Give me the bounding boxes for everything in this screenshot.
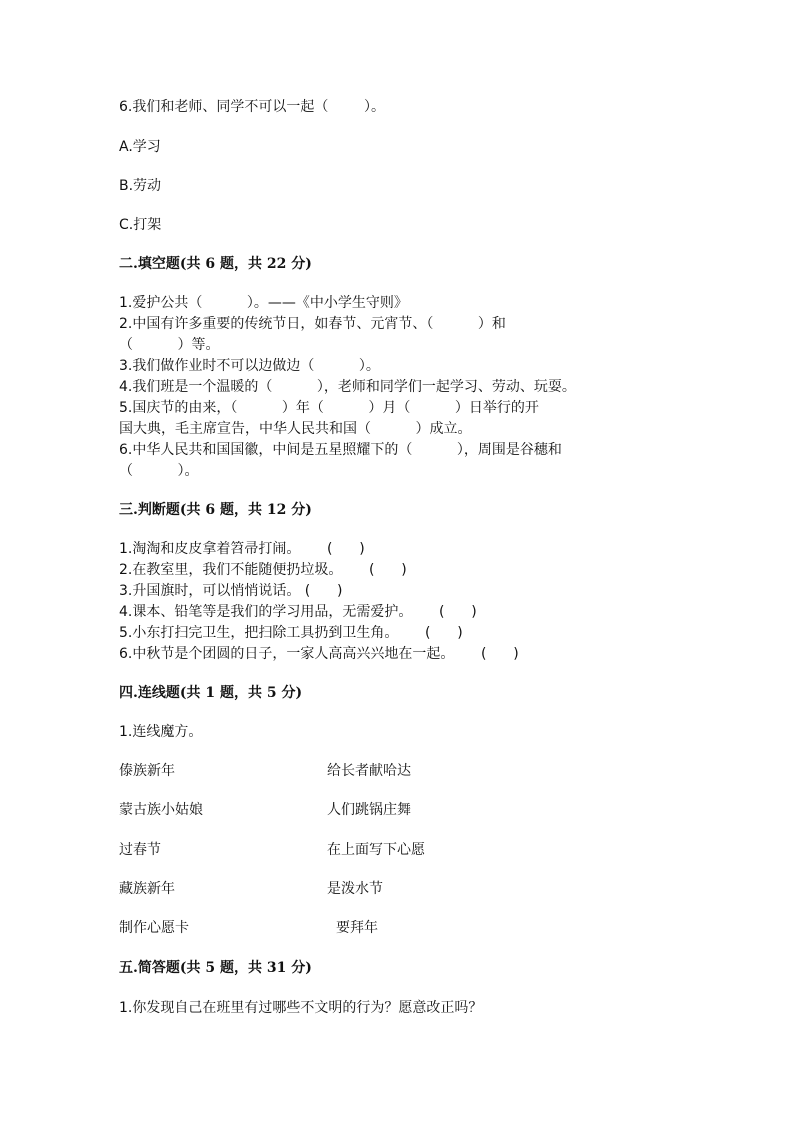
matching-right-2: 人们跳锅庄舞 bbox=[327, 802, 411, 818]
fill-line-2: 2.中国有许多重要的传统节日，如春节、元宵节、（ ）和 bbox=[119, 316, 506, 332]
section-3-heading: 三.判断题(共 6 题，共 12 分) bbox=[119, 502, 312, 518]
matching-left-5: 制作心愿卡 bbox=[119, 920, 189, 936]
fill-line-6-cont: （ ）。 bbox=[119, 463, 199, 479]
fill-line-2-cont: （ ）等。 bbox=[119, 337, 220, 353]
judge-line-4: 4.课本、铅笔等是我们的学习用品，无需爱护。 ( ) bbox=[119, 604, 477, 620]
question-6-stem: 6.我们和老师、同学不可以一起（ ）。 bbox=[119, 99, 385, 115]
matching-question: 1.连线魔方。 bbox=[119, 724, 203, 740]
judge-line-3: 3.升国旗时，可以悄悄说话。 ( ) bbox=[119, 583, 343, 599]
option-a: A.学习 bbox=[119, 139, 161, 155]
section-5-heading: 五.简答题(共 5 题，共 31 分) bbox=[119, 960, 312, 976]
fill-line-1: 1.爱护公共（ ）。——《中小学生守则》 bbox=[119, 295, 408, 311]
matching-left-3: 过春节 bbox=[119, 842, 161, 858]
short-answer-question-1: 1.你发现自己在班里有过哪些不文明的行为？愿意改正吗？ bbox=[119, 1000, 483, 1016]
matching-right-4: 是泼水节 bbox=[327, 881, 383, 897]
judge-line-2: 2.在教室里，我们不能随便扔垃圾。 ( ) bbox=[119, 562, 407, 578]
fill-line-6: 6.中华人民共和国国徽，中间是五星照耀下的（ ），周围是谷穗和 bbox=[119, 442, 562, 458]
judge-line-5: 5.小东打扫完卫生，把扫除工具扔到卫生角。 ( ) bbox=[119, 625, 463, 641]
matching-right-3: 在上面写下心愿 bbox=[327, 842, 425, 858]
fill-line-4: 4.我们班是一个温暖的（ ），老师和同学们一起学习、劳动、玩耍。 bbox=[119, 379, 576, 395]
option-b: B.劳动 bbox=[119, 178, 162, 194]
matching-right-5: 要拜年 bbox=[336, 920, 378, 936]
matching-left-4: 藏族新年 bbox=[119, 881, 175, 897]
matching-left-2: 蒙古族小姑娘 bbox=[119, 802, 203, 818]
fill-line-3: 3.我们做作业时不可以边做边（ ）。 bbox=[119, 358, 380, 374]
judge-line-6: 6.中秋节是个团圆的日子，一家人高高兴兴地在一起。 ( ) bbox=[119, 646, 519, 662]
matching-right-1: 给长者献哈达 bbox=[327, 763, 411, 779]
section-4-heading: 四.连线题(共 1 题，共 5 分) bbox=[119, 685, 303, 701]
judge-line-1: 1.淘淘和皮皮拿着笤帚打闹。 ( ) bbox=[119, 541, 365, 557]
fill-line-5: 5.国庆节的由来，（ ）年（ ）月（ ）日举行的开 bbox=[119, 400, 539, 416]
fill-line-5-cont: 国大典，毛主席宣告，中华人民共和国（ ）成立。 bbox=[119, 421, 472, 437]
option-c: C.打架 bbox=[119, 217, 162, 233]
matching-left-1: 傣族新年 bbox=[119, 763, 175, 779]
section-2-heading: 二.填空题(共 6 题，共 22 分) bbox=[119, 256, 312, 272]
